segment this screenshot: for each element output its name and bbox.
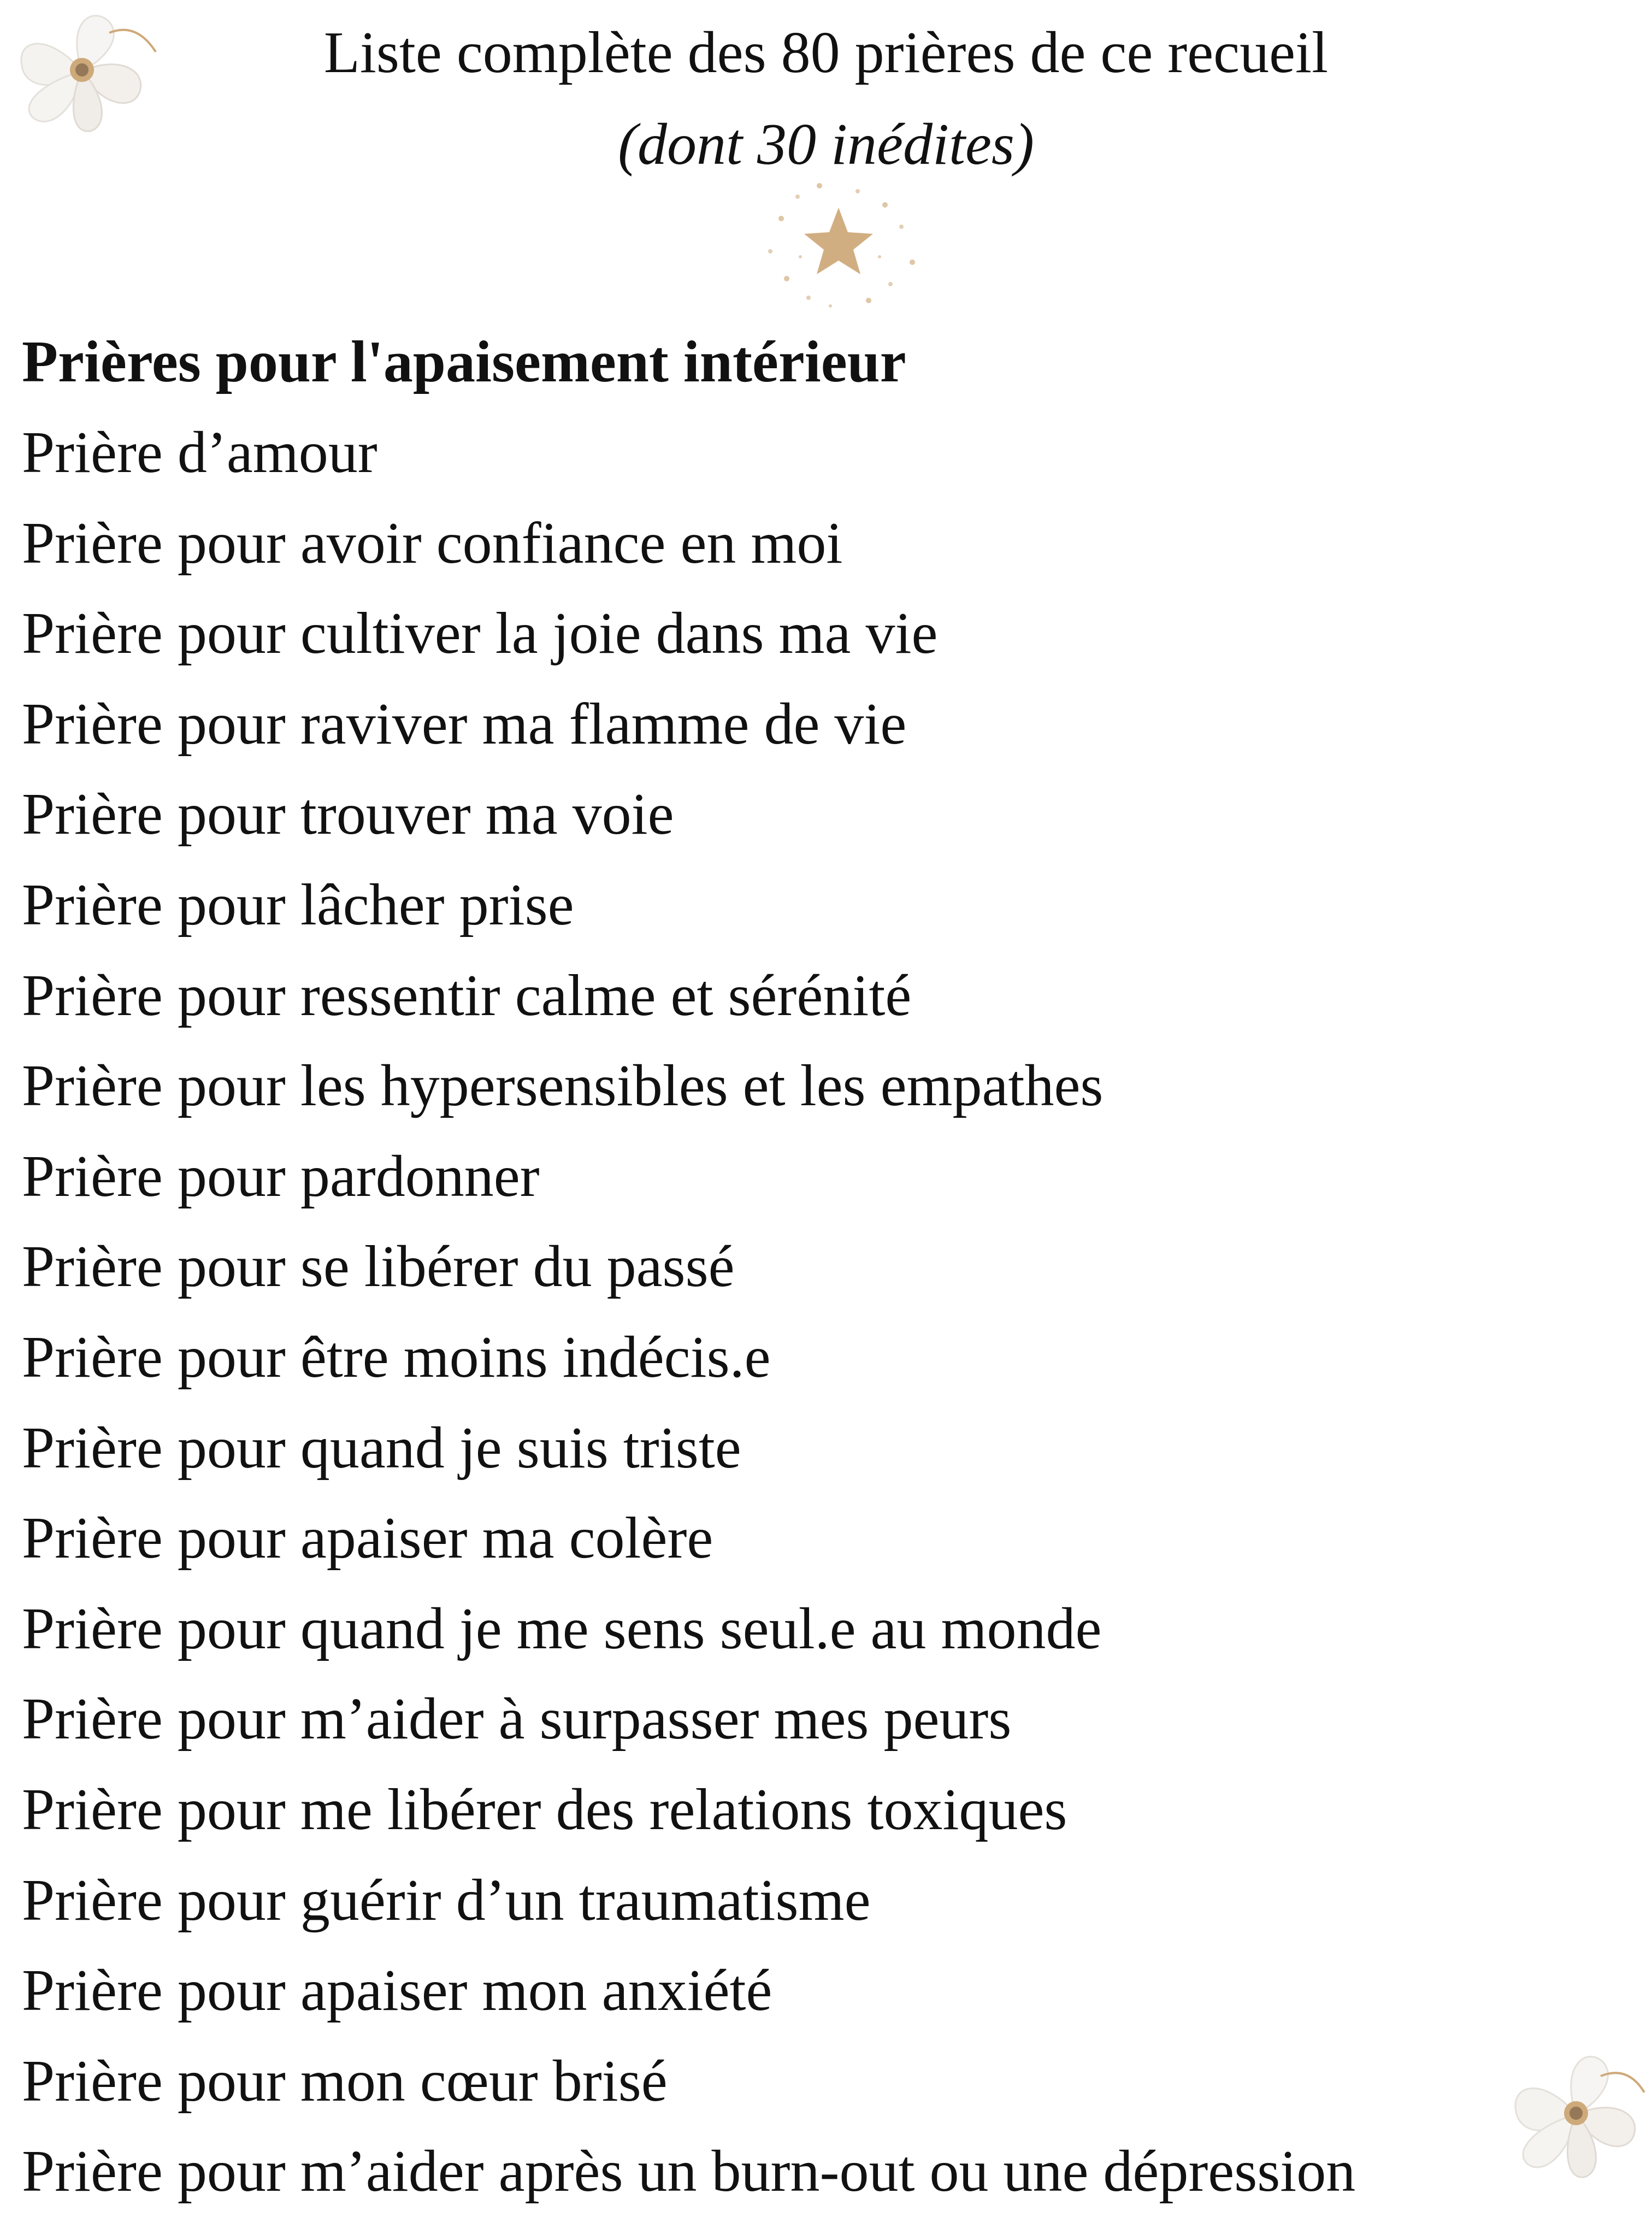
list-item: Prière pour avoir confiance en moi bbox=[22, 510, 843, 576]
list-item: Prière pour me libérer des relations toxiques bbox=[22, 1777, 1067, 1842]
list-item: Prière pour trouver ma voie bbox=[22, 782, 674, 847]
list-item: Prière d’amour bbox=[22, 420, 377, 485]
list-item: Prière pour quand je me sens seul.e au monde bbox=[22, 1596, 1102, 1661]
list-item: Prière pour ressentir calme et sérénité bbox=[22, 963, 912, 1028]
list-item: Prière pour raviver ma flamme de vie bbox=[22, 691, 907, 757]
star-icon bbox=[748, 175, 929, 317]
page-title: Liste complète des 80 prières de ce recueil bbox=[323, 20, 1329, 85]
list-item: Prière pour quand je suis triste bbox=[22, 1415, 741, 1481]
list-item: Prière pour être moins indécis.e bbox=[22, 1324, 771, 1390]
list-item: Prière pour les hypersensibles et les empathes bbox=[22, 1053, 1104, 1119]
list-item: Prière pour mon cœur brisé bbox=[22, 2048, 668, 2114]
list-item: Prière pour se libérer du passé bbox=[22, 1234, 735, 1300]
list-item: Prière pour m’aider après un burn-out ou une dépression bbox=[22, 2139, 1356, 2204]
prayer-section bbox=[22, 317, 1639, 2217]
prayer-list bbox=[22, 408, 1639, 2217]
list-item: Prière pour m’aider à surpasser mes peurs bbox=[22, 1687, 1012, 1752]
list-item: Prière pour apaiser ma colère bbox=[22, 1506, 713, 1571]
page-subtitle: (dont 30 inédites) bbox=[618, 112, 1034, 177]
list-item: Prière pour lâcher prise bbox=[22, 872, 574, 937]
list-item: Prière pour guérir d’un traumatisme bbox=[22, 1867, 871, 1933]
list-item: Prière pour cultiver la joie dans ma vie bbox=[22, 601, 938, 667]
list-item: Prière pour apaiser mon anxiété bbox=[22, 1958, 772, 2024]
flower-icon bbox=[1497, 2032, 1652, 2196]
list-item: Prière pour pardonner bbox=[22, 1143, 540, 1209]
section-heading: Prières pour l'apaisement intérieur bbox=[22, 329, 906, 394]
